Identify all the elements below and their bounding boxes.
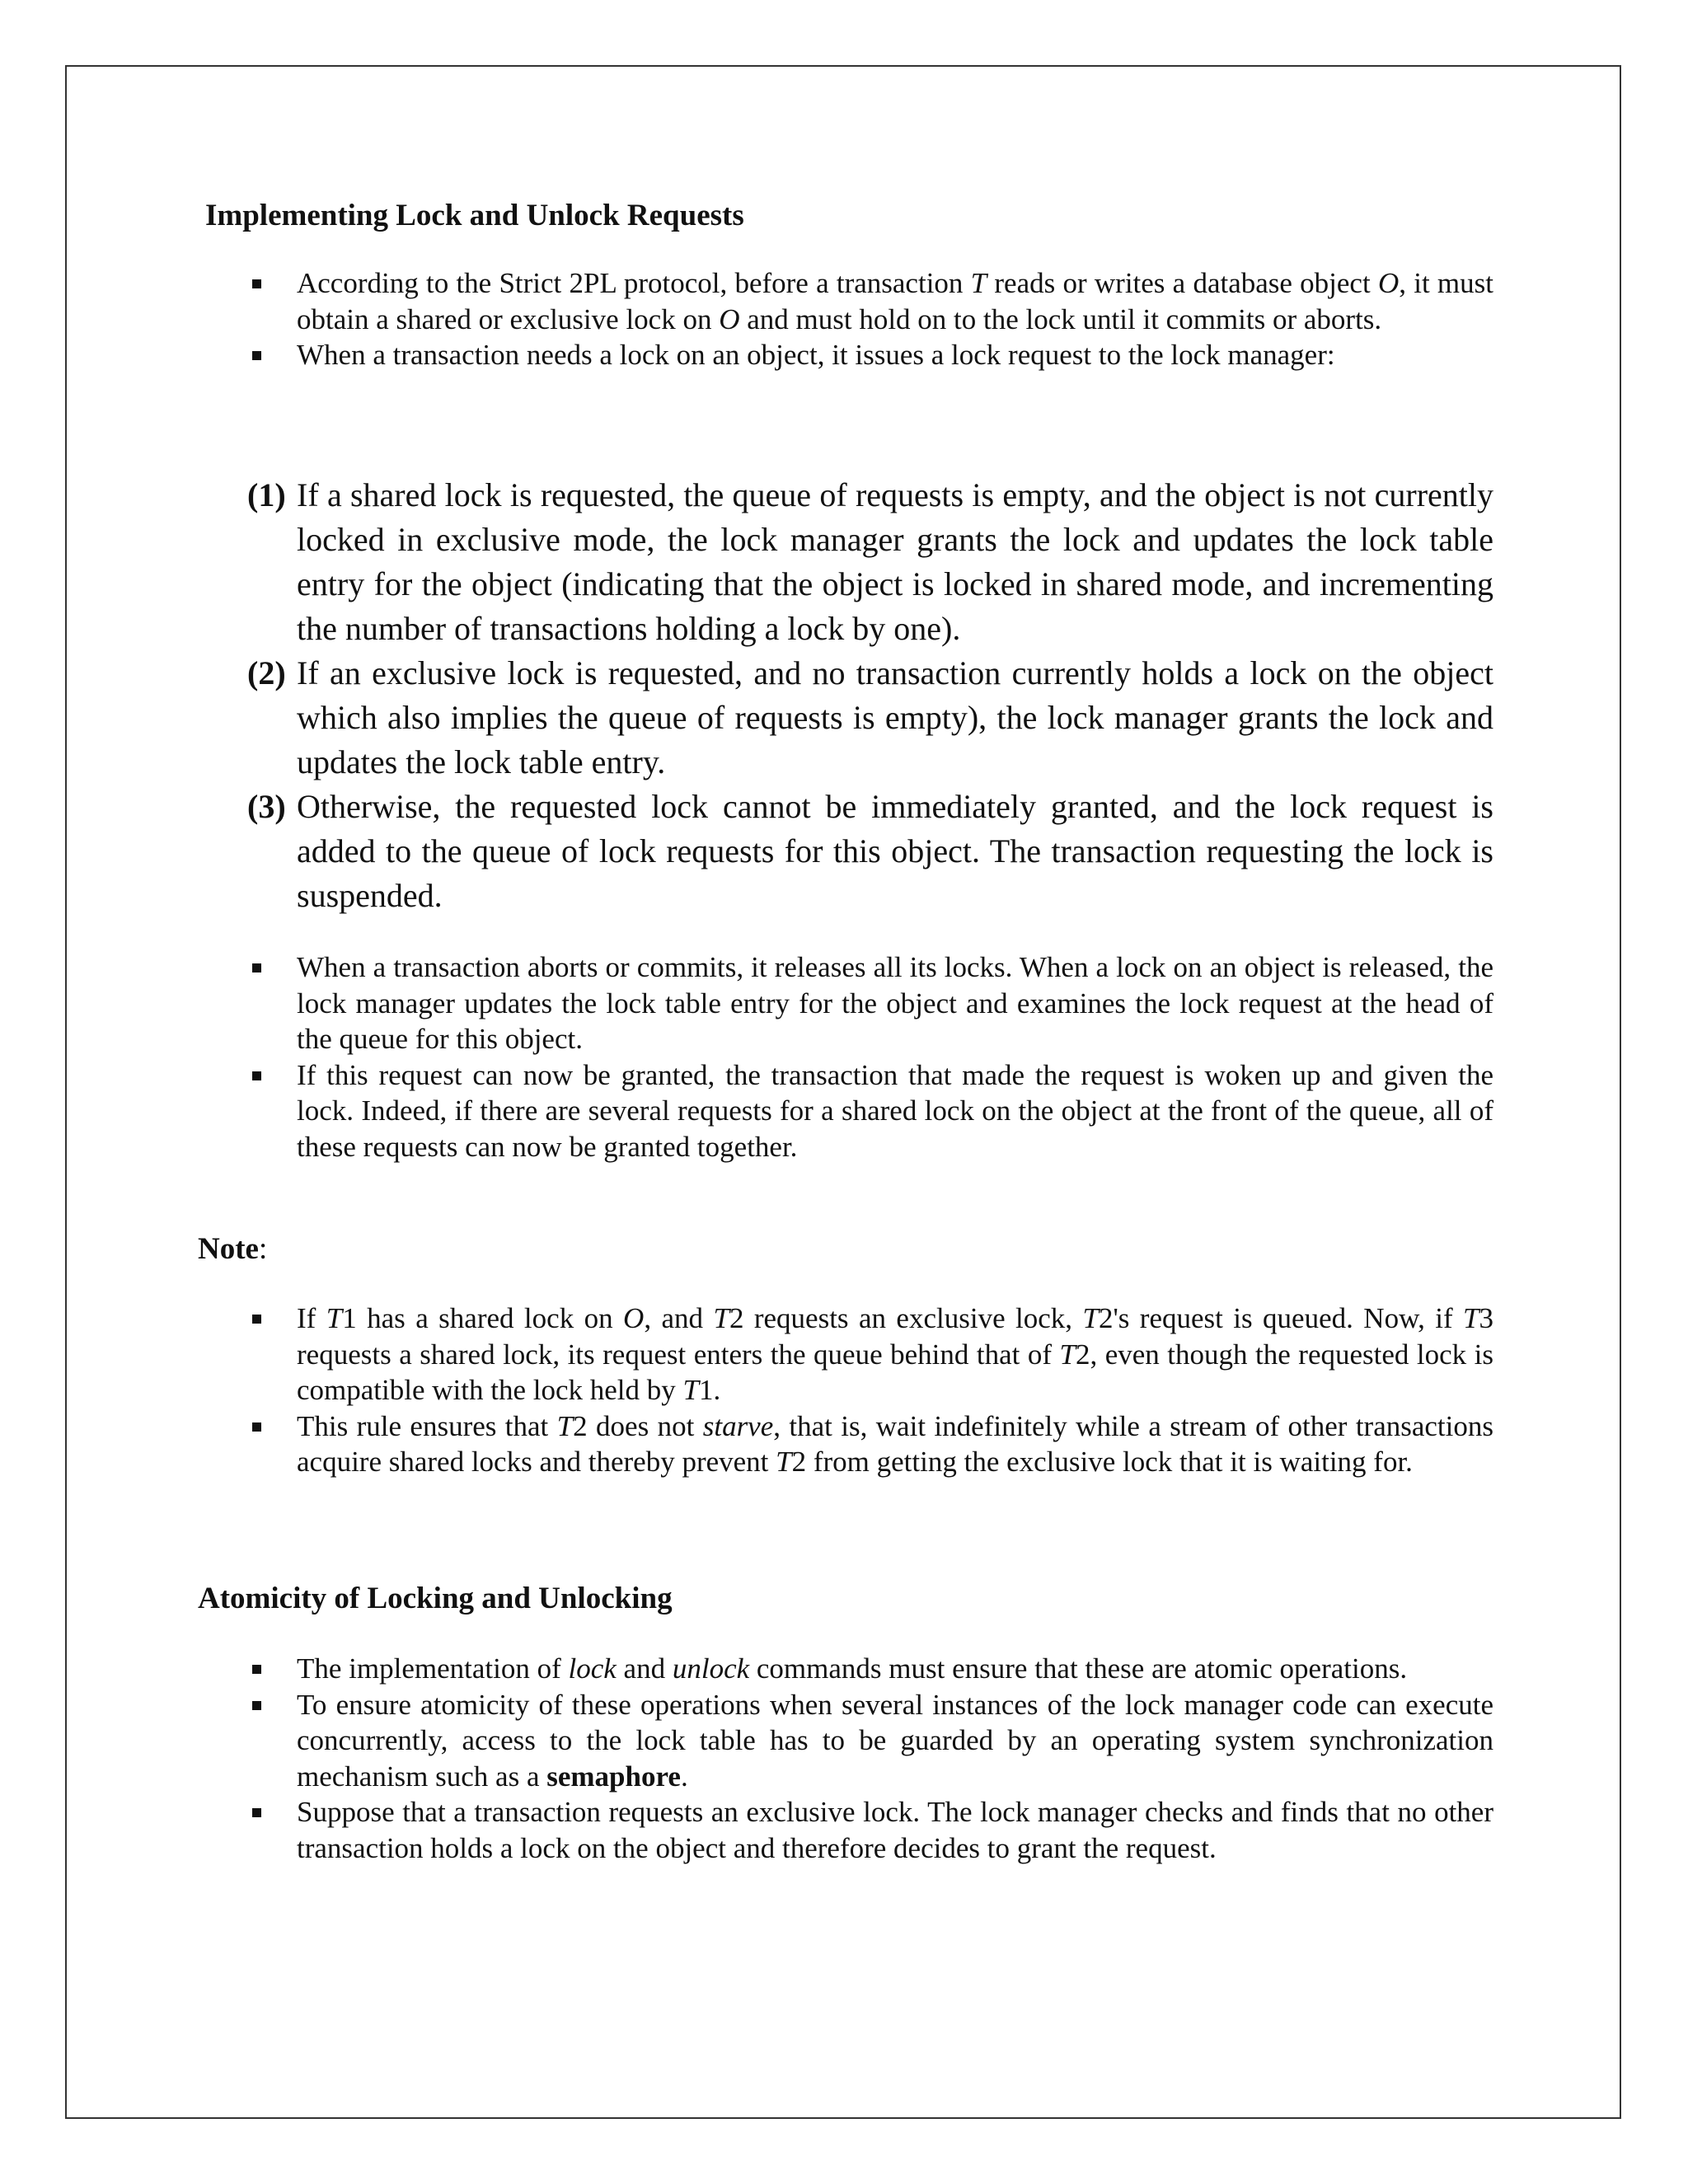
bullet-square-icon (252, 279, 261, 288)
text-run: . (680, 1760, 688, 1793)
text-run: 2, even though the requested lock is compatible with the lock held by (297, 1338, 1493, 1406)
italic-term: starve (702, 1409, 774, 1442)
text-run: 2 does not (573, 1409, 703, 1442)
text-run: When a transaction needs a lock on an object, it issues a lock request to the lock manager: (297, 339, 1335, 371)
italic-term: T (1059, 1338, 1076, 1371)
text-run: and must hold on to the lock until it commits or aborts. (739, 302, 1382, 335)
italic-term: lock (568, 1652, 617, 1685)
italic-term: O (1377, 267, 1400, 299)
bullet-item (297, 949, 1493, 1057)
bullet-square-icon (252, 1701, 261, 1710)
section-heading-atomicity: Atomicity of Locking and Unlocking (198, 1582, 673, 1615)
text-run: 3 requests a shared lock, its request enters the queue behind that of (297, 1302, 1494, 1371)
text-run: 2 requests an exclusive lock, (729, 1302, 1083, 1334)
bullet-square-icon (252, 351, 261, 360)
bullet-square-icon (252, 1422, 261, 1432)
text-run: This rule ensures that (297, 1409, 557, 1442)
italic-term: unlock (672, 1652, 750, 1685)
bullet-list-atomicity (297, 1651, 1493, 1866)
text-run: If this request can now be granted, the transaction that made the request is woken up and given the lock. Indeed, if there are several requests for a shared lock on the object at the front of the queue, all of these requests can now be granted together. (297, 1058, 1493, 1163)
text-run: , it must obtain a shared or exclusive lock on (297, 267, 1493, 335)
text-run: and (616, 1652, 673, 1685)
bold-term: semaphore (546, 1760, 681, 1793)
text-run: When a transaction aborts or commits, it releases all its locks. When a lock on an object is released, the lock manager updates the lock table entry for the object and examines the lock request at the head of the queue for this object. (297, 951, 1493, 1055)
bullet-list-release (297, 949, 1493, 1165)
bullet-square-icon (252, 1315, 261, 1324)
bullet-item (297, 1794, 1493, 1866)
numbered-list-lock-rules (247, 473, 1493, 918)
note-heading (198, 1231, 267, 1268)
bullet-item (297, 1408, 1493, 1480)
section-heading-lock-unlock: Implementing Lock and Unlock Requests (205, 199, 744, 232)
italic-term: T (970, 267, 987, 299)
bullet-item (297, 1301, 1493, 1408)
bullet-item (297, 1057, 1493, 1165)
item-number: (1) (247, 476, 286, 513)
item-text: If a shared lock is requested, the queue of requests is empty, and the object is not currently locked in exclusive mode, the lock manager grants the lock and updates the lock table entry for the object (indicating that the object is locked in shared mode, and incrementing the number of transactions holding a lock by one). (297, 476, 1493, 647)
item-number: (2) (247, 654, 286, 691)
bullet-square-icon (252, 1665, 261, 1674)
numbered-item (247, 785, 1493, 918)
bullet-item (297, 337, 1493, 373)
bullet-square-icon (252, 1071, 261, 1080)
text-run: , and (644, 1302, 714, 1334)
text-run: According to the Strict 2PL protocol, before a transaction (297, 267, 971, 299)
italic-term: O (623, 1302, 645, 1334)
italic-term: T (1463, 1302, 1479, 1334)
bullet-item (297, 1651, 1493, 1687)
text-run: 2 from getting the exclusive lock that it is waiting for. (791, 1446, 1413, 1478)
item-text: If an exclusive lock is requested, and no transaction currently holds a lock on the object which also implies the queue of requests is empty), the lock manager grants the lock and updates the lock table entry. (297, 654, 1493, 780)
bullet-square-icon (252, 1808, 261, 1817)
italic-term: T (682, 1374, 699, 1406)
bullet-item (297, 1687, 1493, 1795)
text-run: 1. (698, 1374, 721, 1406)
note-colon: : (258, 1232, 268, 1266)
text-run: The implementation of (297, 1652, 569, 1685)
text-run: If (297, 1302, 326, 1334)
italic-term: T (556, 1409, 574, 1442)
italic-term: O (719, 302, 740, 335)
bullet-square-icon (252, 963, 261, 972)
text-run: 2's request is queued. Now, if (1098, 1302, 1464, 1334)
italic-term: T (713, 1302, 729, 1334)
text-run: 1 has a shared lock on (342, 1302, 624, 1334)
italic-term: T (776, 1446, 792, 1478)
item-number: (3) (247, 788, 286, 825)
numbered-item (247, 473, 1493, 651)
italic-term: T (326, 1302, 343, 1334)
text-run: To ensure atomicity of these operations when several instances of the lock manager code can execute concurrently, access to the lock table has to be guarded by an operating system synchronization mechanism such as a (297, 1688, 1493, 1793)
bullet-list-note (297, 1301, 1493, 1480)
item-text: Otherwise, the requested lock cannot be immediately granted, and the lock request is added to the queue of lock requests for this object. The transaction requesting the lock is suspended. (297, 788, 1493, 914)
bullet-list-intro (297, 265, 1493, 373)
text-run: Suppose that a transaction requests an exclusive lock. The lock manager checks and finds that no other transaction holds a lock on the object and therefore decides to grant the request. (297, 1796, 1493, 1864)
text-run: , that is, wait indefinitely while a stream of other transactions acquire shared locks and thereby prevent (297, 1409, 1493, 1478)
italic-term: T (1082, 1302, 1099, 1334)
bullet-item (297, 265, 1493, 337)
text-run: commands must ensure that these are atomic operations. (749, 1652, 1408, 1685)
note-label: Note (198, 1232, 259, 1266)
numbered-item (247, 651, 1493, 785)
text-run: reads or writes a database object (987, 267, 1378, 299)
